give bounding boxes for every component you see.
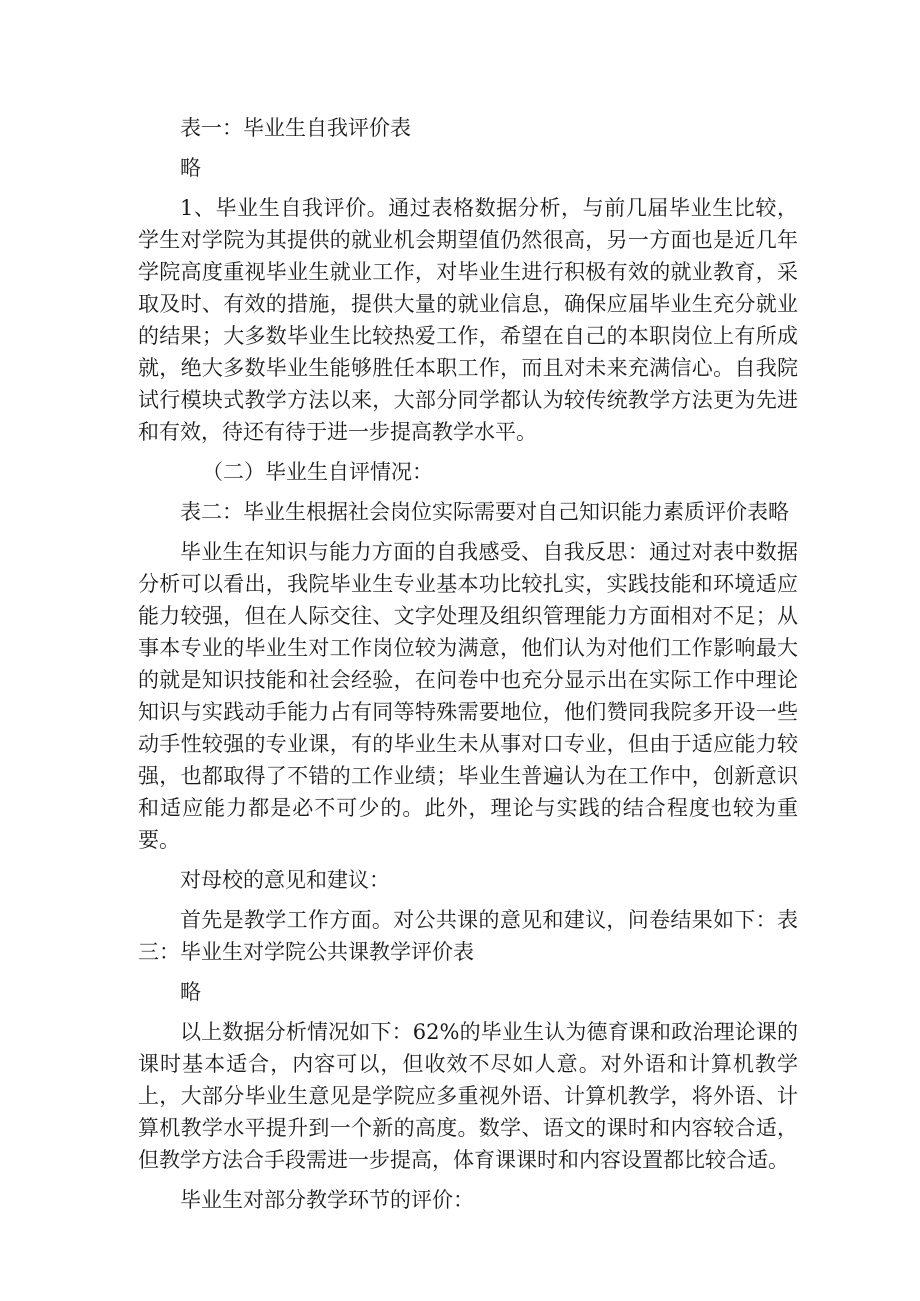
table-three-omitted: 略 [180,980,201,1004]
table-one-omitted: 略 [180,156,201,180]
suggestions-heading: 对母校的意见和建议： [180,868,390,892]
table-two-caption: 表二：毕业生根据社会岗位实际需要对自己知识能力素质评价表略 [180,500,789,524]
knowledge-ability-paragraph: 毕业生在知识与能力方面的自我感受、自我反思：通过对表中数据分析可以看出，我院毕业生专业基本功比较扎实，实践技能和环境适应能力较强，但在人际交往、文字处理及组织管理能力方面相对不足；从事本专业的毕业生对工作岗位较为满意，他们认为对他们工作影响最大的就是知识技能和社会经验，在问卷中也充分显示出在实际工作中理论知识与实践动手能力占有同等特殊需要地位，他们赞同我院多开设一些动手性较强的专业课，有的毕业生未从事对口专业，但由于适应能力较强，也都取得了不错的工作业绩；毕业生普遍认为在工作中，创新意识和适应能力都是必不可少的。此外，理论与实践的结合程度也较为重要。 [138,540,798,852]
data-analysis-paragraph: 以上数据分析情况如下：62%的毕业生认为德育课和政治理论课的课时基本适合，内容可以，但收效不尽如人意。对外语和计算机教学上，大部分毕业生意见是学院应多重视外语、计算机教学，将外语、计算机教学水平提升到一个新的高度。数学、语文的课时和内容较合适，但教学方法合手段需进一步提高，体育课课时和内容设置都比较合适。 [138,1020,798,1172]
section-heading-self-review: （二）毕业生自评情况： [202,460,433,484]
teaching-links-heading: 毕业生对部分教学环节的评价： [180,1188,474,1212]
table-one-caption: 表一：毕业生自我评价表 [180,116,411,140]
teaching-work-paragraph: 首先是教学工作方面。对公共课的意见和建议，问卷结果如下：表三：毕业生对学院公共课教学评价表 [138,908,798,964]
self-evaluation-paragraph: 1、毕业生自我评价。通过表格数据分析，与前几届毕业生比较，学生对学院为其提供的就业机会期望值仍然很高，另一方面也是近几年学院高度重视毕业生就业工作，对毕业生进行积极有效的就业教育，采取及时、有效的措施，提供大量的就业信息，确保应届毕业生充分就业的结果；大多数毕业生比较热爱工作，希望在自己的本职岗位上有所成就，绝大多数毕业生能够胜任本职工作，而且对未来充满信心。自我院试行模块式教学方法以来，大部分同学都认为较传统教学方法更为先进和有效，待还有待于进一步提高教学水平。 [138,196,798,444]
document-page [138,112,798,1224]
